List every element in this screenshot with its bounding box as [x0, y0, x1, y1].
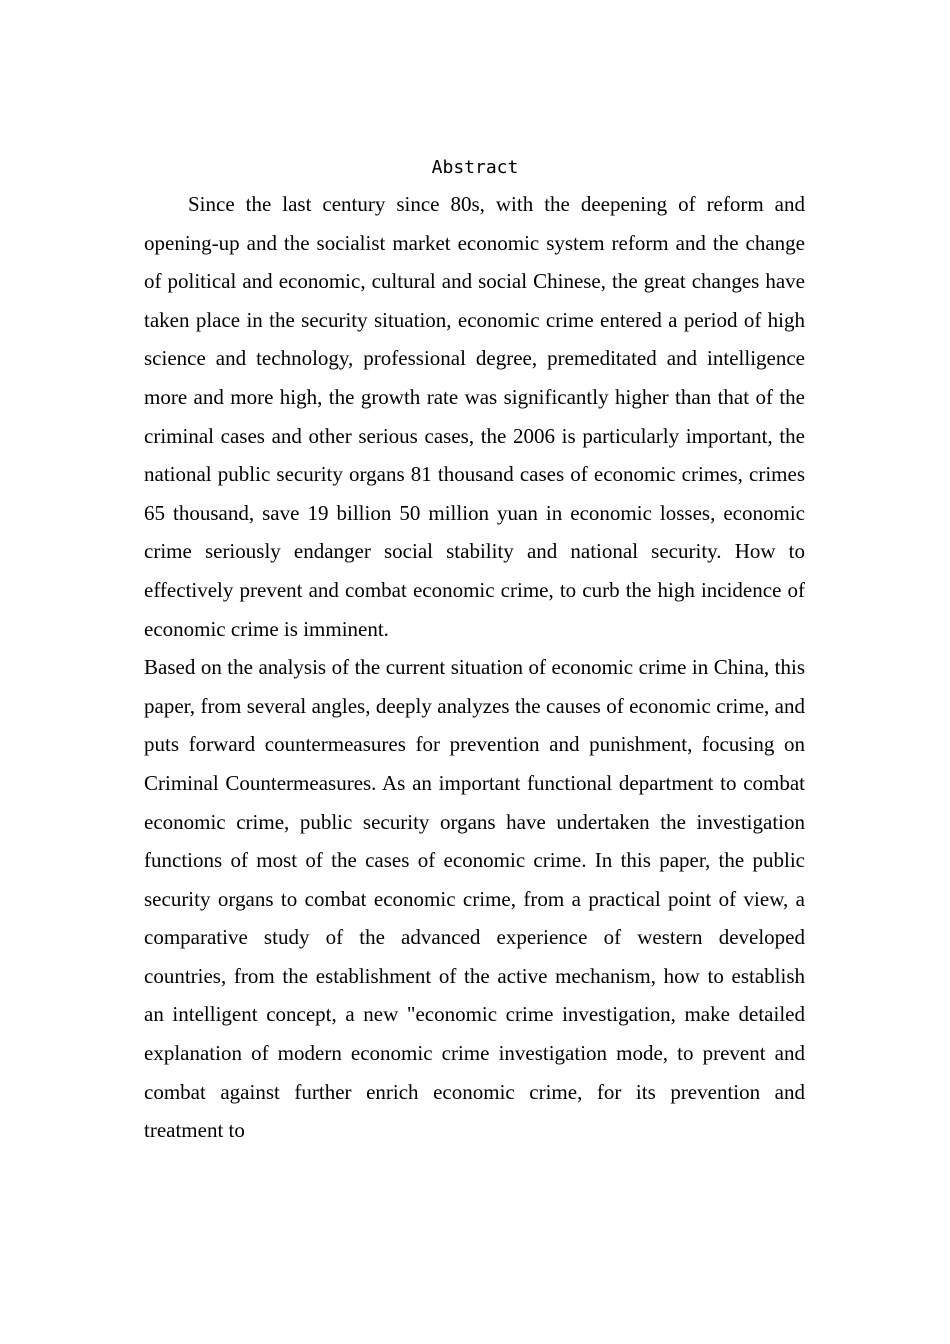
- abstract-body: [144, 185, 805, 1150]
- abstract-paragraph-1: Since the last century since 80s, with the deepening of reform and opening-up and the socialist market economic system reform and the change of political and economic, cultural and social Chinese, the great changes have taken place in the security situation, economic crime entered a period of high science and technology, professional degree, premeditated and intelligence more and more high, the growth rate was significantly higher than that of the criminal cases and other serious cases, the 2006 is particularly important, the national public security organs 81 thousand cases of economic crimes, crimes 65 thousand, save 19 billion 50 million yuan in economic losses, economic crime seriously endanger social stability and national security. How to effectively prevent and combat economic crime, to curb the high incidence of economic crime is imminent.: [144, 192, 805, 641]
- abstract-paragraph-2: Based on the analysis of the current situation of economic crime in China, this paper, from several angles, deeply analyzes the causes of economic crime, and puts forward countermeasures for prevention and punishment, focusing on Criminal Countermeasures. As an important functional department to combat economic crime, public security organs have undertaken the investigation functions of most of the cases of economic crime. In this paper, the public security organs to combat economic crime, from a practical point of view, a comparative study of the advanced experience of western developed countries, from the establishment of the active mechanism, how to establish an intelligent concept, a new "economic crime investigation, make detailed explanation of modern economic crime investigation mode, to prevent and combat against further enrich economic crime, for its prevention and treatment to: [144, 655, 805, 1143]
- abstract-title: Abstract: [431, 157, 519, 178]
